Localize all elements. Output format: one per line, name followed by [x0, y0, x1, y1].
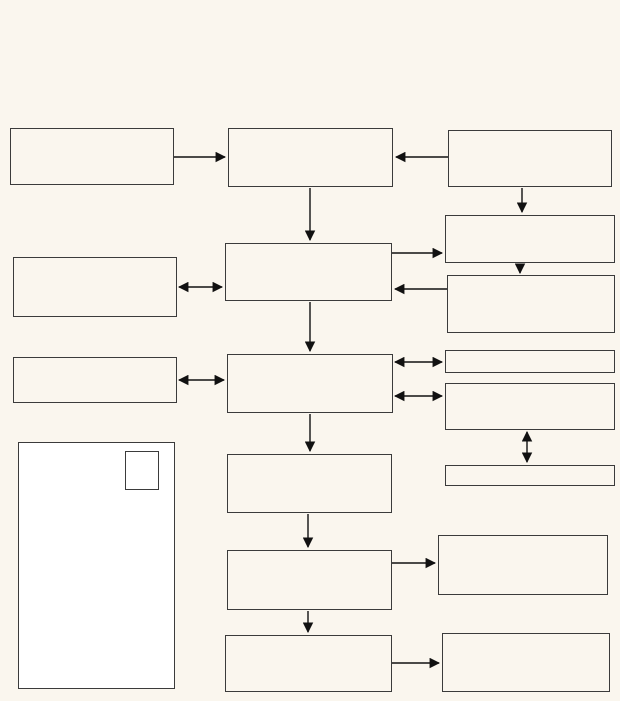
- box-proofreading: [445, 465, 615, 486]
- box-copyediting: [445, 350, 615, 373]
- key-note: [19, 490, 174, 497]
- key-group-swatch: [125, 451, 159, 490]
- legend-key: [18, 442, 175, 689]
- box-journal-archive: [442, 633, 610, 692]
- key-url: [19, 497, 174, 503]
- box-select-reviewers: [445, 215, 615, 263]
- box-submission-review: [225, 243, 392, 301]
- box-current-issue: [225, 635, 392, 692]
- box-submission-editing: [227, 354, 393, 413]
- box-submission-queue: [228, 128, 393, 187]
- box-review-conducted: [447, 275, 615, 333]
- box-layout: [445, 383, 615, 430]
- box-submission-archive: [438, 535, 608, 595]
- box-submission-editing-author: [13, 357, 177, 403]
- box-journal-management: [448, 130, 612, 187]
- box-issue-management: [227, 454, 392, 513]
- box-submission: [10, 128, 174, 185]
- box-publication: [227, 550, 392, 610]
- box-submission-review-author: [13, 257, 177, 317]
- key-group-row: [19, 451, 174, 490]
